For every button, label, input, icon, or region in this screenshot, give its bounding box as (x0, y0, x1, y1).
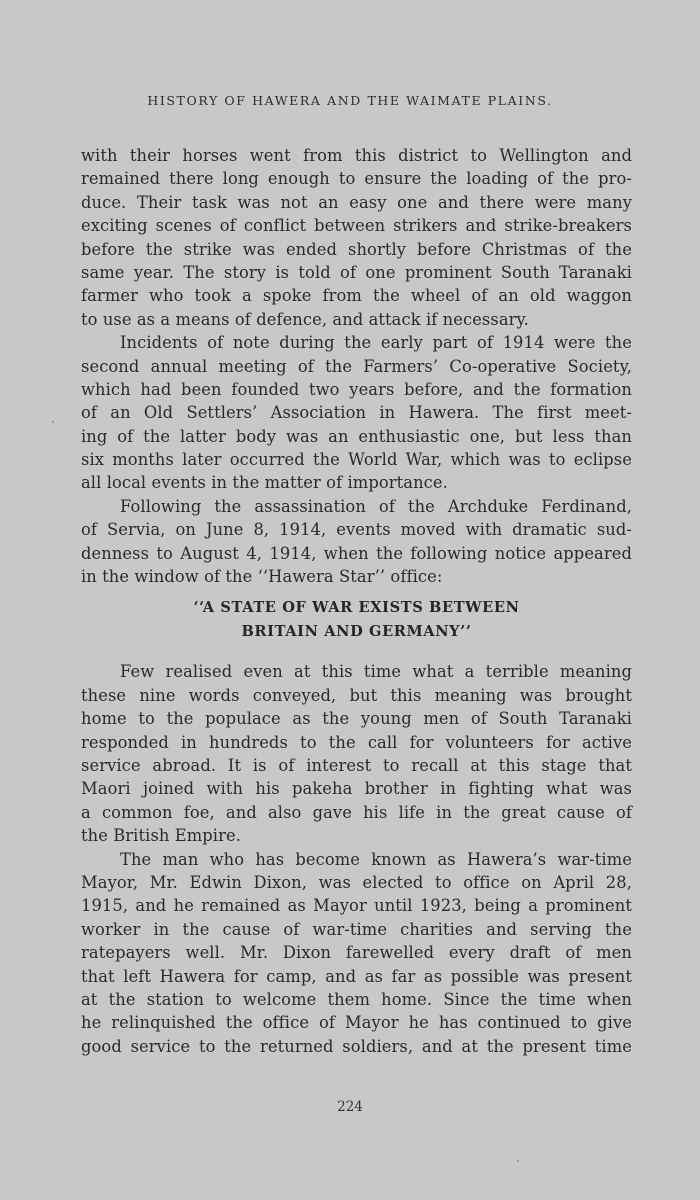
paper-speck (517, 1160, 519, 1162)
paper-speck (52, 421, 54, 423)
text-line: duce. Their task was not an easy one and there were many (81, 192, 632, 212)
text-line: exciting scenes of conflict between strikers and strike-breakers (81, 216, 632, 236)
text-line: that left Hawera for camp, and as far as possible was present (81, 966, 632, 986)
text-line: Maori joined with his pakeha brother in fighting what was (81, 779, 632, 799)
heading-line: BRITAIN AND GERMANY’’ (241, 622, 472, 640)
text-line: in the window of the ‘‘Hawera Star’’ office: (81, 567, 443, 587)
text-line: before the strike was ended shortly before Christmas of the (81, 239, 632, 259)
paragraph-4 (81, 660, 632, 847)
text-line: Mayor, Mr. Edwin Dixon, was elected to office on April 28, (81, 872, 632, 892)
running-head: HISTORY OF HAWERA AND THE WAIMATE PLAINS. (147, 93, 553, 108)
text-line: service abroad. It is of interest to recall at this stage that (81, 755, 632, 775)
text-line: the British Empire. (81, 826, 242, 846)
text-line: denness to August 4, 1914, when the following notice appeared (81, 543, 632, 563)
text-line: same year. The story is told of one prominent South Taranaki (81, 262, 632, 282)
text-line: second annual meeting of the Farmers’ Co-operative Society, (81, 356, 632, 376)
page-number: 224 (337, 1099, 363, 1115)
text-line: all local events in the matter of importance. (81, 473, 448, 493)
text-line: remained there long enough to ensure the loading of the pro- (81, 169, 632, 189)
body-text (81, 144, 632, 1058)
text-line: 1915, and he remained as Mayor until 1923, being a prominent (81, 896, 632, 916)
text-line: to use as a means of defence, and attack if necessary. (81, 309, 529, 329)
text-line: he relinquished the office of Mayor he has continued to give (81, 1013, 632, 1033)
text-line: ratepayers well. Mr. Dixon farewelled every draft of men (81, 943, 632, 963)
paragraph-5 (81, 848, 632, 1059)
text-line: good service to the returned soldiers, and at the present time (81, 1036, 632, 1056)
text-line: with their horses went from this district to Wellington and (81, 146, 632, 165)
text-line: six months later occurred the World War, which was to eclipse (81, 450, 632, 470)
text-line: which had been founded two years before, and the formation (81, 379, 632, 399)
text-line: responded in hundreds to the call for volunteers for active (81, 732, 632, 752)
text-line: ing of the latter body was an enthusiastic one, but less than (81, 426, 632, 446)
text-line: at the station to welcome them home. Since the time when (81, 989, 632, 1009)
text-line: farmer who took a spoke from the wheel of an old waggon (81, 286, 632, 306)
text-line: a common foe, and also gave his life in the great cause of (81, 802, 632, 822)
war-notice-heading (81, 596, 632, 643)
paragraph-3 (81, 495, 632, 589)
text-line: home to the populace as the young men of South Taranaki (81, 709, 632, 729)
paragraph-2 (81, 331, 632, 495)
text-line: The man who has become known as Hawera’s war-time (120, 849, 632, 869)
text-line: of Servia, on June 8, 1914, events moved with dramatic sud- (81, 520, 632, 540)
text-line: Following the assassination of the Archduke Ferdinand, (120, 496, 632, 516)
heading-line: ‘‘A STATE OF WAR EXISTS BETWEEN (193, 599, 520, 617)
text-line: these nine words conveyed, but this meaning was brought (81, 685, 632, 705)
text-line: of an Old Settlers’ Association in Hawera. The first meet- (81, 403, 632, 423)
text-line: Incidents of note during the early part of 1914 were the (120, 333, 632, 353)
text-line: Few realised even at this time what a terrible meaning (120, 662, 632, 682)
text-line: worker in the cause of war-time charities and serving the (81, 919, 632, 939)
paragraph-1 (81, 144, 632, 331)
